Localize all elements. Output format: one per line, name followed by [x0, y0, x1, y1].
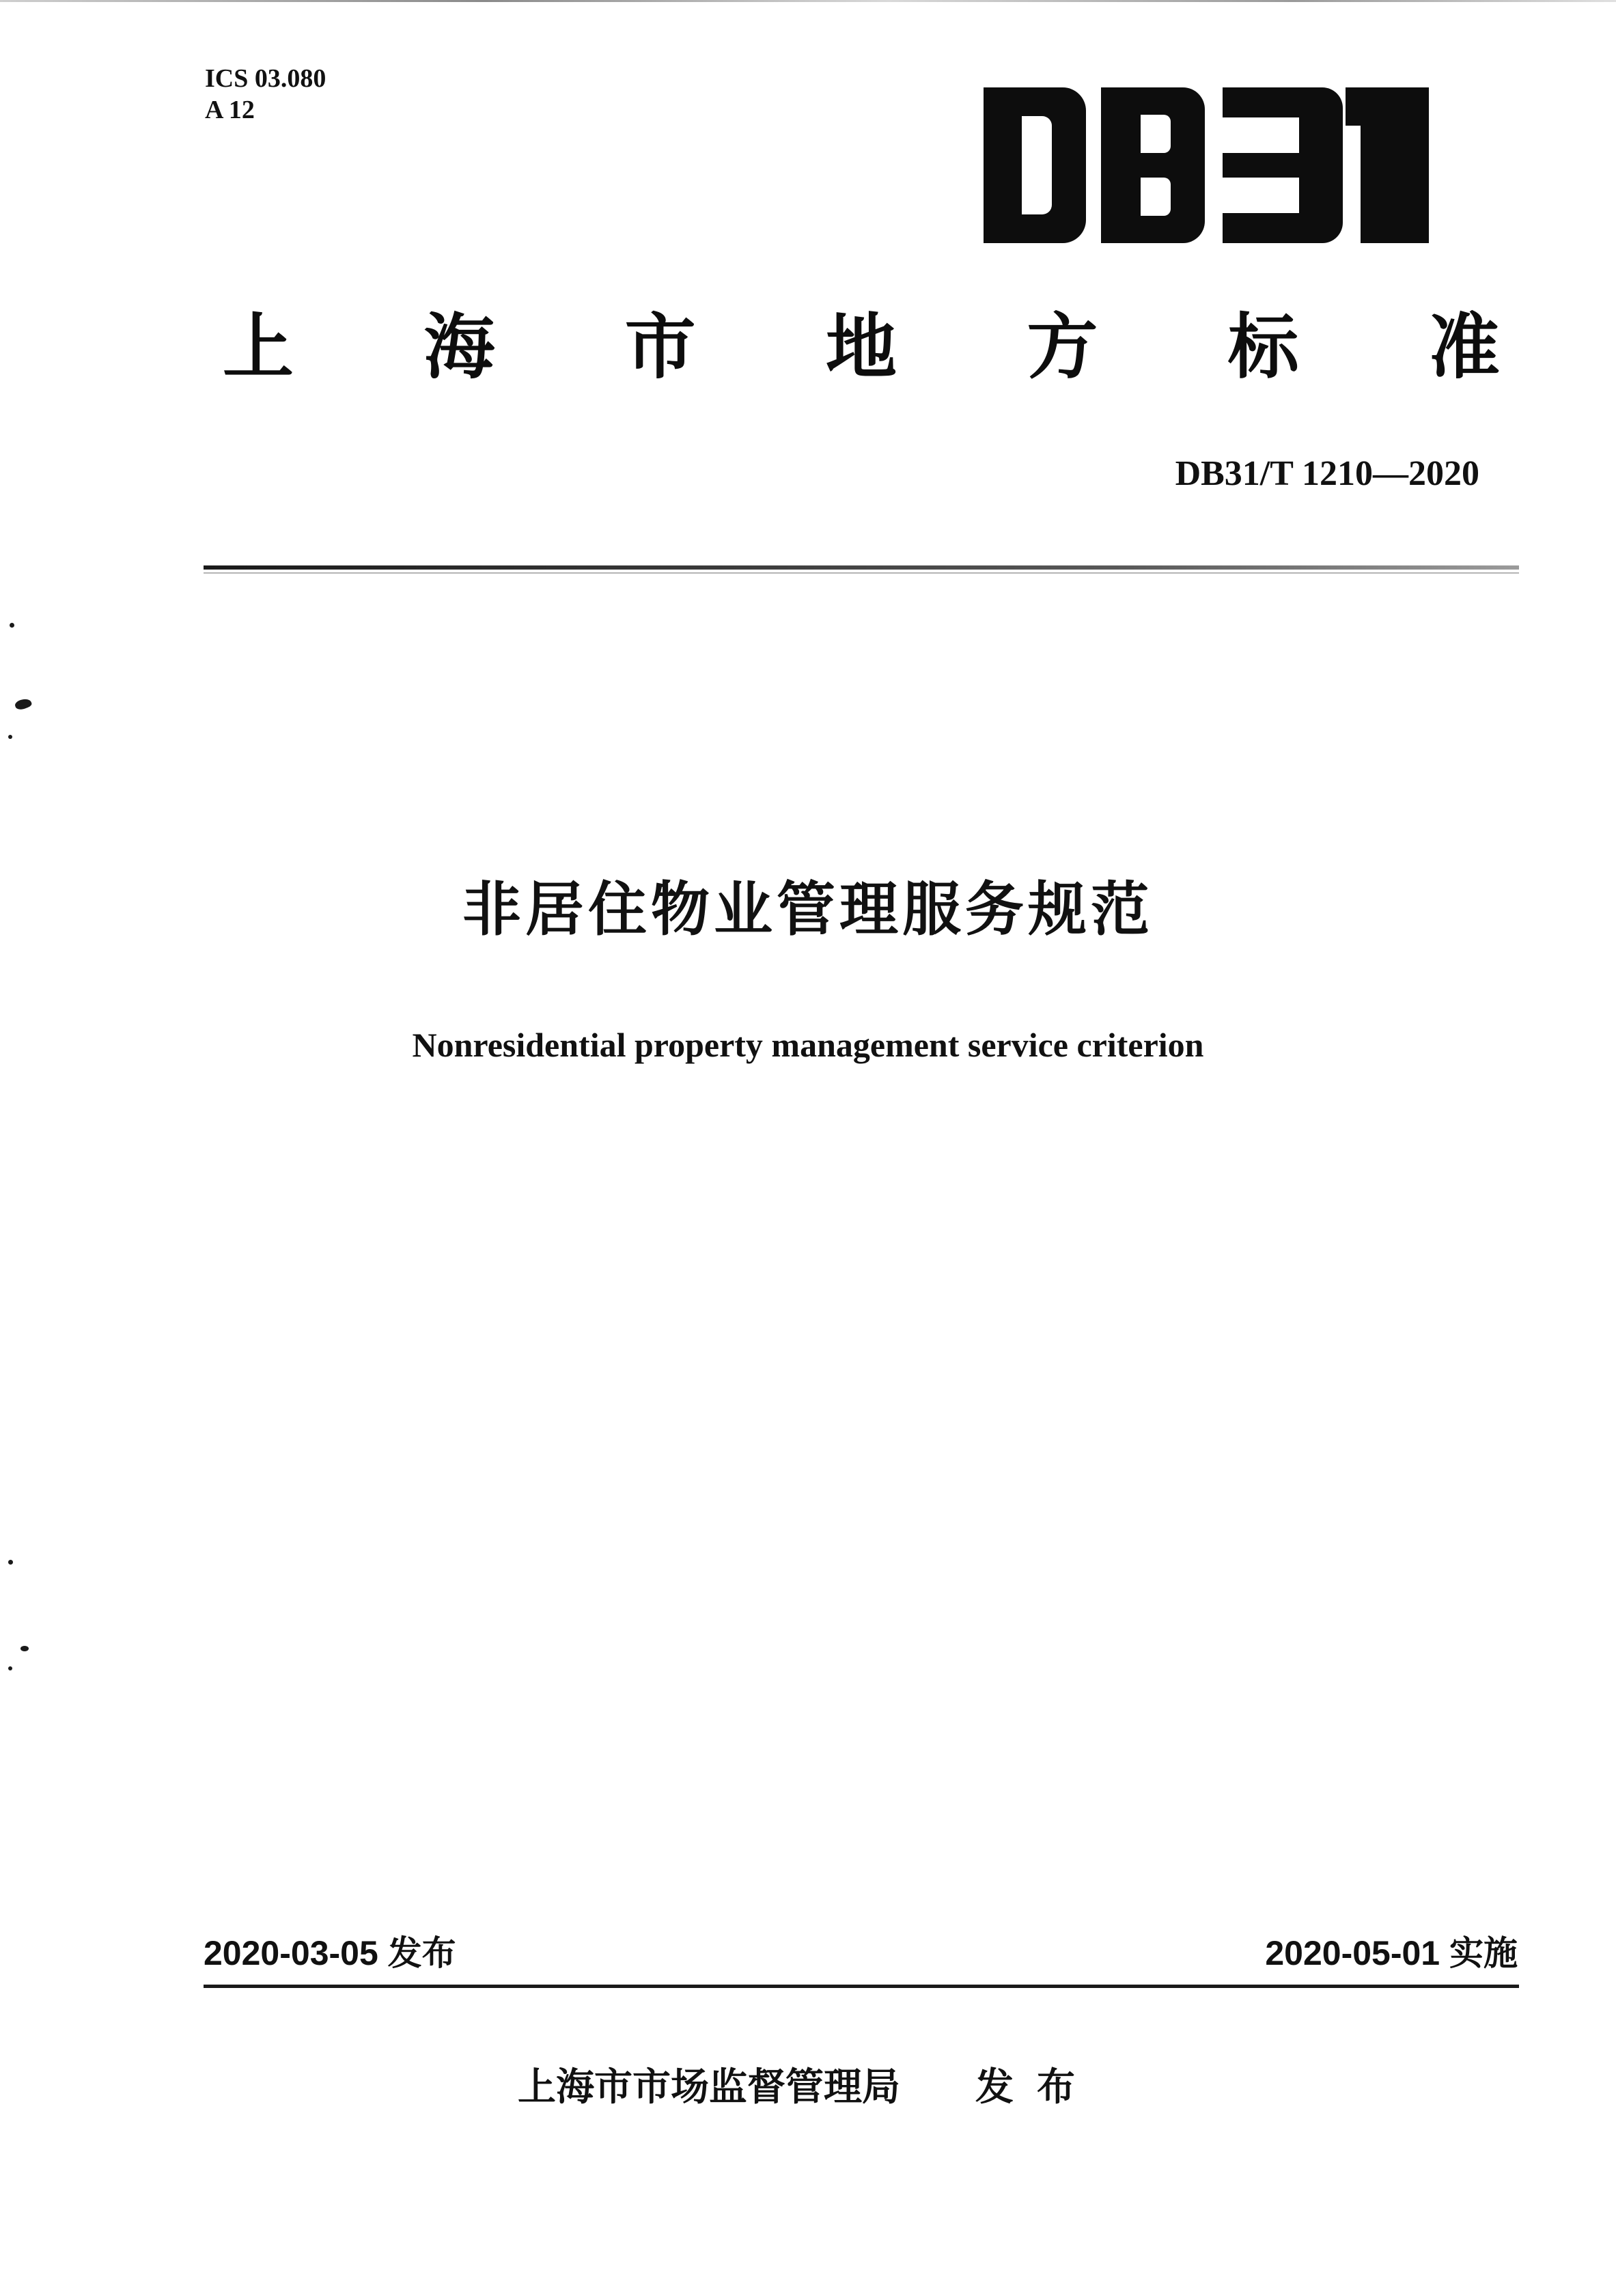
classification-codes — [205, 63, 326, 126]
header-divider — [204, 565, 1519, 570]
standard-type-char: 标 — [1227, 305, 1299, 389]
standard-type-heading — [223, 306, 1500, 388]
standard-type-char: 地 — [825, 305, 897, 389]
scan-speck — [14, 697, 32, 711]
standard-type-char: 上 — [223, 305, 294, 389]
scan-top-edge — [0, 0, 1616, 2]
standard-type-char: 海 — [423, 305, 495, 389]
ics-code: ICS 03.080 — [205, 64, 326, 93]
issue-action: 发布 — [975, 2065, 1098, 2110]
publisher-line — [0, 2064, 1616, 2112]
standard-type-char: 准 — [1428, 305, 1500, 389]
scan-speck — [10, 623, 14, 628]
db31-logo — [984, 87, 1429, 243]
header-divider-shadow — [204, 572, 1519, 574]
standard-type-char: 市 — [624, 305, 696, 389]
issue-date: 2020-03-05 发布 — [204, 1934, 456, 1972]
document-title-cn: 非居住物业管理服务规范 — [462, 876, 1154, 944]
ccs-code: A 12 — [205, 96, 255, 124]
issuing-authority: 上海市市场监督管理局 — [518, 2065, 900, 2110]
scan-speck — [8, 735, 12, 739]
scan-speck — [20, 1646, 29, 1651]
standard-type-char: 方 — [1027, 305, 1098, 389]
footer-divider — [204, 1985, 1519, 1988]
standard-number: DB31/T 1210—2020 — [1175, 454, 1479, 493]
implementation-date: 2020-05-01 实施 — [1265, 1934, 1518, 1972]
scan-speck — [8, 1560, 13, 1565]
document-title-en: Nonresidential property management service criterion — [412, 1026, 1204, 1064]
scan-speck — [8, 1666, 12, 1670]
